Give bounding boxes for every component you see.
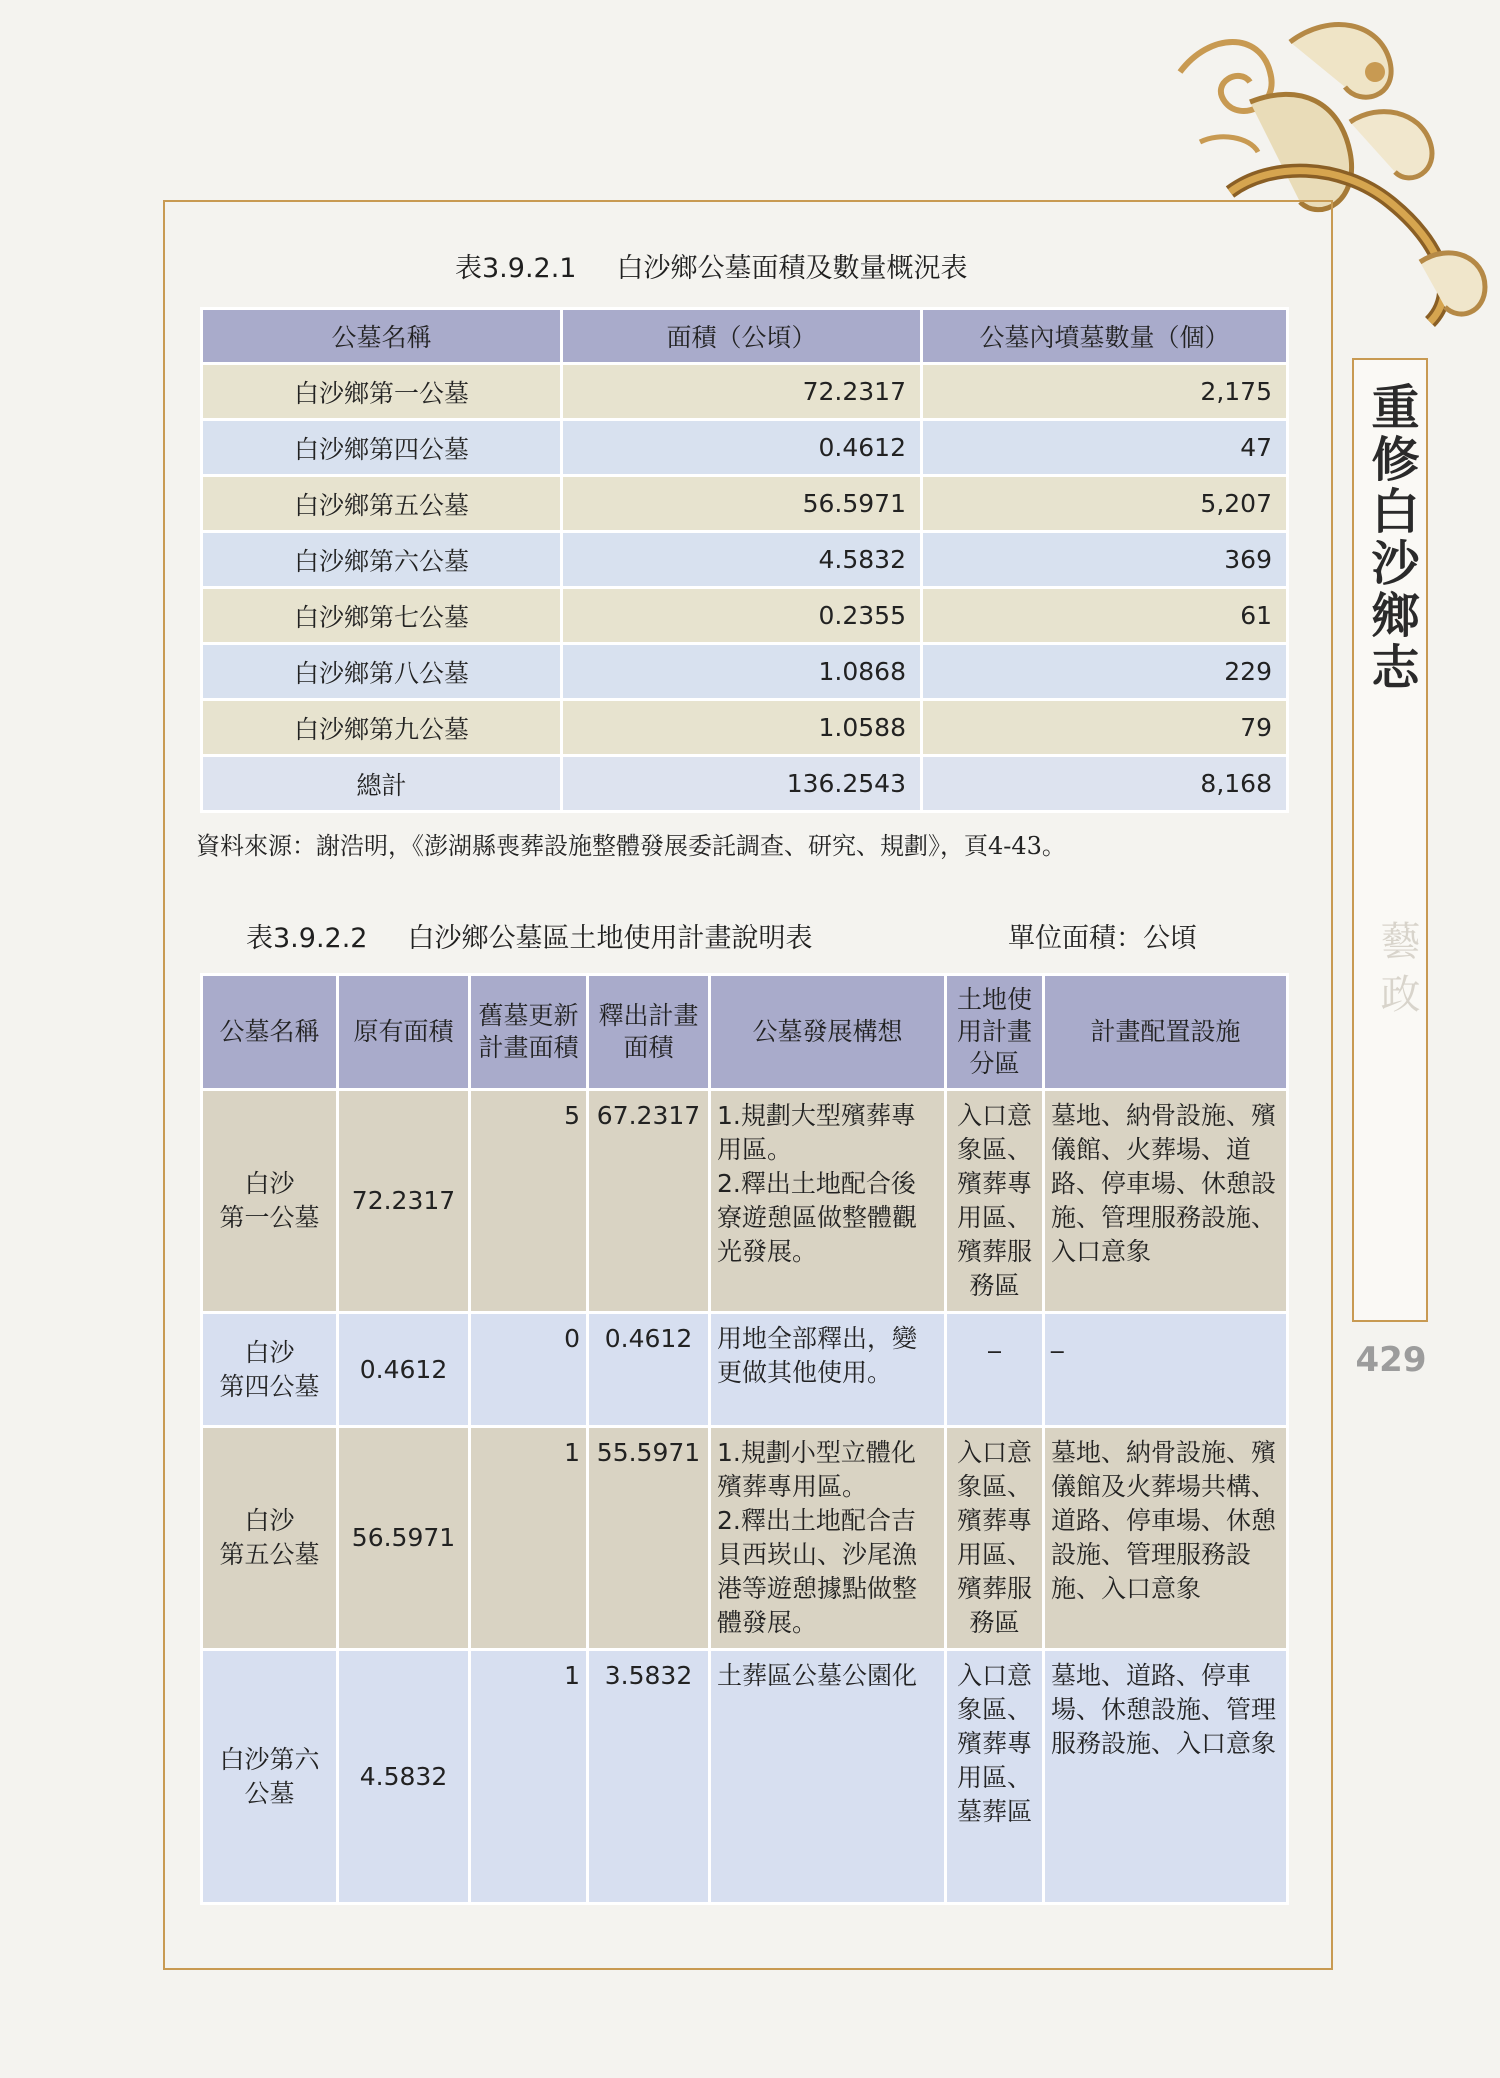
total-count: 8,168 <box>922 756 1288 812</box>
table1-caption <box>455 246 967 285</box>
renewal-area: 0 <box>470 1313 588 1427</box>
cemetery-name: 白沙 第五公墓 <box>202 1427 338 1650</box>
total-row <box>202 756 1288 812</box>
header-cell: 面積（公頃） <box>562 309 922 364</box>
header-cell: 公墓發展構想 <box>710 975 946 1090</box>
table2-caption-title: 白沙鄉公墓區土地使用計畫說明表 <box>407 923 813 954</box>
unit-label: 單位面積：公頃 <box>1008 923 1197 954</box>
grave-count: 369 <box>922 532 1288 588</box>
release-area: 3.5832 <box>588 1650 710 1904</box>
table-header-row <box>202 975 1288 1090</box>
facilities: 墓地、道路、停車場、休憩設施、管理服務設施、入口意象 <box>1044 1650 1288 1904</box>
facilities: 墓地、納骨設施、殯儀館及火葬場共構、道路、停車場、休憩設施、管理服務設施、入口意象 <box>1044 1427 1288 1650</box>
grave-count: 61 <box>922 588 1288 644</box>
land-use-plan-table <box>200 973 1289 1905</box>
table-row <box>202 1090 1288 1313</box>
renewal-area: 1 <box>470 1650 588 1904</box>
total-area: 136.2543 <box>562 756 922 812</box>
table1-caption-title: 白沙鄉公墓面積及數量概況表 <box>616 253 968 284</box>
zoning: _ <box>946 1313 1044 1427</box>
area-value: 1.0588 <box>562 700 922 756</box>
original-area: 72.2317 <box>338 1090 470 1313</box>
release-area: 0.4612 <box>588 1313 710 1427</box>
original-area: 4.5832 <box>338 1650 470 1904</box>
cemetery-name: 白沙鄉第七公墓 <box>202 588 562 644</box>
zoning: 入口意象區、殯葬專用區、殯葬服務區 <box>946 1427 1044 1650</box>
chapter-faint-label: 藝 政 <box>1374 920 1420 1013</box>
area-value: 0.2355 <box>562 588 922 644</box>
header-cell: 計畫配置設施 <box>1044 975 1288 1090</box>
table-row <box>202 1650 1288 1904</box>
table-row <box>202 476 1288 532</box>
cemetery-name: 白沙鄉第四公墓 <box>202 420 562 476</box>
header-cell: 釋出計畫面積 <box>588 975 710 1090</box>
grave-count: 2,175 <box>922 364 1288 420</box>
area-value: 0.4612 <box>562 420 922 476</box>
renewal-area: 5 <box>470 1090 588 1313</box>
cemetery-name: 白沙鄉第九公墓 <box>202 700 562 756</box>
table-row <box>202 1427 1288 1650</box>
side-tab <box>1352 358 1428 1322</box>
cemetery-name: 白沙第六 公墓 <box>202 1650 338 1904</box>
table-row <box>202 420 1288 476</box>
table-row <box>202 644 1288 700</box>
table2-caption <box>246 916 812 955</box>
header-cell: 土地使用計畫分區 <box>946 975 1044 1090</box>
renewal-area: 1 <box>470 1427 588 1650</box>
development-plan: 1.規劃小型立體化殯葬專用區。 2.釋出土地配合吉貝西崁山、沙尾漁港等遊憩據點做整體發展。 <box>710 1427 946 1650</box>
release-area: 55.5971 <box>588 1427 710 1650</box>
cemetery-name: 白沙 第四公墓 <box>202 1313 338 1427</box>
cemetery-name: 白沙鄉第五公墓 <box>202 476 562 532</box>
development-plan: 用地全部釋出，變更做其他使用。 <box>710 1313 946 1427</box>
table-row <box>202 364 1288 420</box>
grave-count: 79 <box>922 700 1288 756</box>
cemetery-name: 白沙鄉第一公墓 <box>202 364 562 420</box>
cemetery-name: 白沙鄉第六公墓 <box>202 532 562 588</box>
table-header-row <box>202 309 1288 364</box>
table1-caption-number: 表3.9.2.1 <box>455 253 577 284</box>
cemetery-name: 白沙 第一公墓 <box>202 1090 338 1313</box>
area-value: 72.2317 <box>562 364 922 420</box>
cemetery-name: 白沙鄉第八公墓 <box>202 644 562 700</box>
original-area: 0.4612 <box>338 1313 470 1427</box>
cemetery-area-table <box>200 307 1289 813</box>
area-value: 56.5971 <box>562 476 922 532</box>
zoning: 入口意象區、殯葬專用區、墓葬區 <box>946 1650 1044 1904</box>
table2-caption-number: 表3.9.2.2 <box>246 923 368 954</box>
page-number: 429 <box>1355 1340 1427 1380</box>
development-plan: 1.規劃大型殯葬專用區。 2.釋出土地配合後寮遊憩區做整體觀光發展。 <box>710 1090 946 1313</box>
table-row <box>202 532 1288 588</box>
header-cell: 舊墓更新計畫面積 <box>470 975 588 1090</box>
release-area: 67.2317 <box>588 1090 710 1313</box>
facilities: 墓地、納骨設施、殯儀館、火葬場、道路、停車場、休憩設施、管理服務設施、入口意象 <box>1044 1090 1288 1313</box>
area-value: 4.5832 <box>562 532 922 588</box>
table-row <box>202 700 1288 756</box>
table-row <box>202 588 1288 644</box>
header-cell: 原有面積 <box>338 975 470 1090</box>
zoning: 入口意象區、殯葬專用區、殯葬服務區 <box>946 1090 1044 1313</box>
header-cell: 公墓名稱 <box>202 975 338 1090</box>
grave-count: 5,207 <box>922 476 1288 532</box>
table-row <box>202 1313 1288 1427</box>
original-area: 56.5971 <box>338 1427 470 1650</box>
book-title: 重修白沙鄉志 <box>1363 382 1419 694</box>
source-note: 資料來源：謝浩明，《澎湖縣喪葬設施整體發展委託調查、研究、規劃》，頁4-43。 <box>196 832 1066 860</box>
header-cell: 公墓名稱 <box>202 309 562 364</box>
facilities: _ <box>1044 1313 1288 1427</box>
header-cell: 公墓內墳墓數量（個） <box>922 309 1288 364</box>
total-label: 總計 <box>202 756 562 812</box>
grave-count: 229 <box>922 644 1288 700</box>
grave-count: 47 <box>922 420 1288 476</box>
development-plan: 土葬區公墓公園化 <box>710 1650 946 1904</box>
area-value: 1.0868 <box>562 644 922 700</box>
